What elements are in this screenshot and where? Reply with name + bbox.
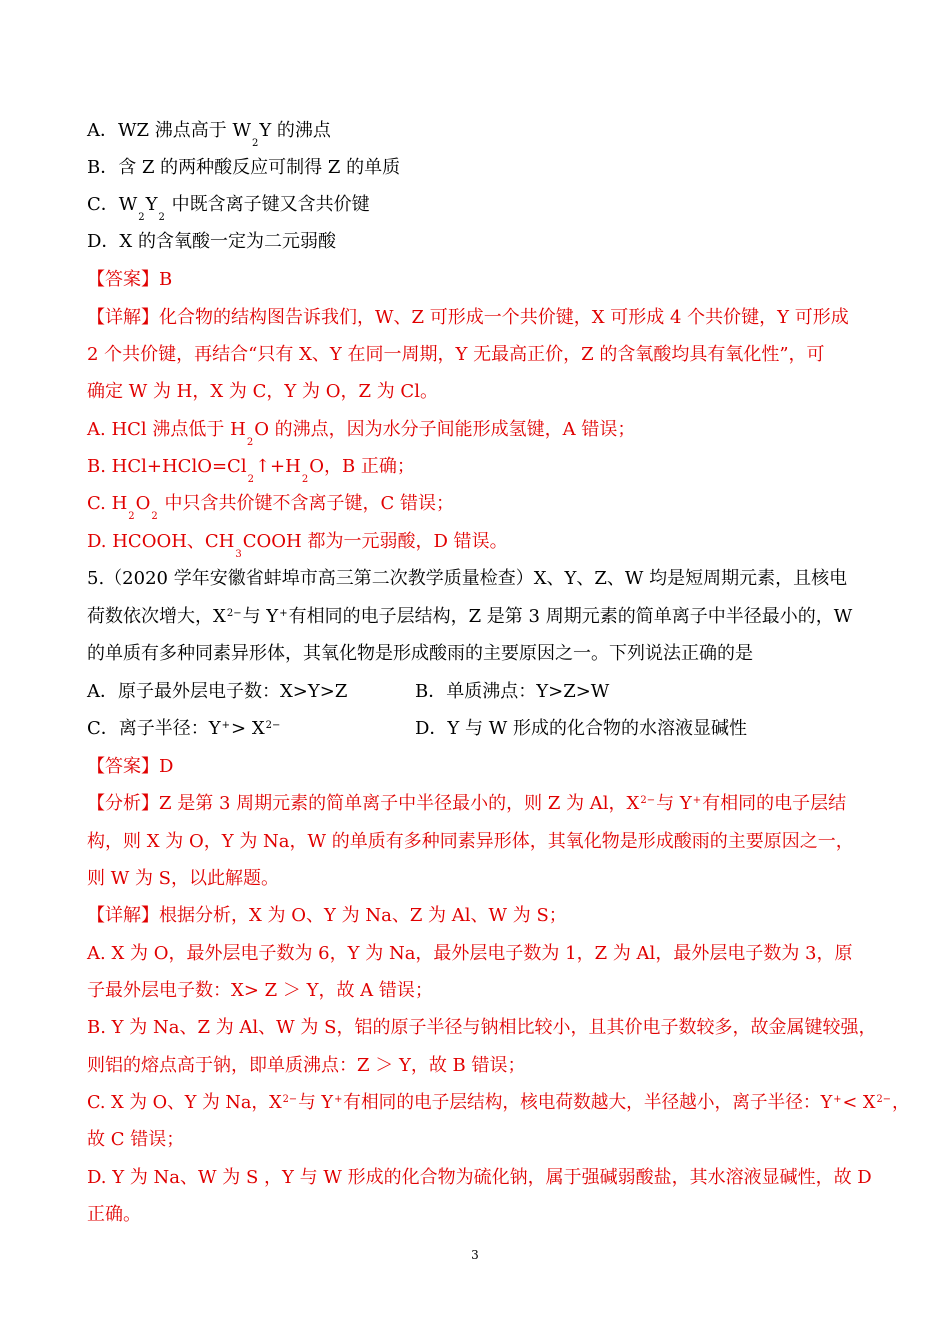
q4-option-b: B．含 Z 的两种酸反应可制得 Z 的单质 <box>87 157 401 178</box>
q5-detail: 【详解】根据分析，X 为 O、Y 为 Na、Z 为 Al、W 为 S； <box>87 905 567 926</box>
q4-option-a: A．WZ 沸点高于 W2Y 的沸点 <box>87 120 331 149</box>
q4-option-c: C．W2Y2 中既含离子键又含共价键 <box>87 194 370 223</box>
q5-explain-c-line: C. X 为 O、Y 为 Na，X2−与 Y+有相同的电子层结构，核电荷数越大，半径越小，离子半径：Y+< X2−， <box>87 1092 910 1113</box>
q4-explain-d: D. HCOOH、CH3COOH 都为一元弱酸，D 错误。 <box>87 531 508 560</box>
q5-option-d: D．Y 与 W 形成的化合物的水溶液显碱性 <box>415 718 747 739</box>
q5-option-a: A．原子最外层电子数：X>Y>Z <box>87 681 348 702</box>
q4-explain-b: B. HCl+HClO=Cl2↑+H2O，B 正确； <box>87 456 415 485</box>
q5-analysis-line: 【分析】Z 是第 3 周期元素的简单离子中半径最小的，则 Z 为 Al，X2−与 Y+有相同的电子层结 <box>87 793 847 814</box>
q5-explain-c-line: 故 C 错误； <box>87 1129 185 1150</box>
q4-detail-line: 确定 W 为 H，X 为 C，Y 为 O，Z 为 Cl。 <box>87 381 438 402</box>
q5-option-b: B．单质沸点：Y>Z>W <box>415 681 610 702</box>
q5-stem-line: 荷数依次增大，X2−与 Y+有相同的电子层结构，Z 是第 3 周期元素的简单离子中半径最小的，W <box>87 606 853 627</box>
q5-stem-line: 的单质有多种同素异形体，其氧化物是形成酸雨的主要原因之一。下列说法正确的是 <box>87 643 753 664</box>
q5-analysis-line: 构，则 X 为 O，Y 为 Na，W 的单质有多种同素异形体，其氧化物是形成酸雨的主要原因之一， <box>87 831 854 852</box>
q4-explain-c: C. H2O2 中只含共价键不含离子键，C 错误； <box>87 493 455 522</box>
q5-answer: 【答案】D <box>87 756 174 777</box>
q5-analysis-line: 则 W 为 S，以此解题。 <box>87 868 279 889</box>
q4-detail-line: 【详解】化合物的结构图告诉我们，W、Z 可形成一个共价键，X 可形成 4 个共价键，Y 可形成 <box>87 307 849 328</box>
q5-explain-d-line: 正确。 <box>87 1204 141 1225</box>
page-number: 3 <box>471 1248 479 1262</box>
q5-explain-d-line: D. Y 为 Na、W 为 S ，Y 与 W 形成的化合物为硫化钠，属于强碱弱酸盐，其水溶液显碱性，故 D <box>87 1167 872 1188</box>
q4-option-d: D．X 的含氧酸一定为二元弱酸 <box>87 231 336 252</box>
q5-explain-b-line: B. Y 为 Na、Z 为 Al、W 为 S，铝的原子半径与钠相比较小，且其价电子数较多，故金属键较强， <box>87 1017 877 1038</box>
q5-option-c: C．离子半径：Y+> X2− <box>87 718 281 739</box>
q5-stem-line: 5.（2020 学年安徽省蚌埠市高三第二次教学质量检查）X、Y、Z、W 均是短周期元素，且核电 <box>87 568 848 589</box>
q5-explain-b-line: 则铝的熔点高于钠，即单质沸点：Z ＞ Y，故 B 错误； <box>87 1055 526 1076</box>
q5-explain-a-line: 子最外层电子数：X> Z ＞ Y，故 A 错误； <box>87 980 433 1001</box>
q4-explain-a: A. HCl 沸点低于 H2O 的沸点，因为水分子间能形成氢键，A 错误； <box>87 419 636 448</box>
q4-detail-line: 2 个共价键，再结合“只有 X、Y 在同一周期，Y 无最高正价，Z 的含氧酸均具有氧化性”，可 <box>87 344 825 365</box>
q4-answer: 【答案】B <box>87 269 173 290</box>
q5-explain-a-line: A. X 为 O，最外层电子数为 6，Y 为 Na，最外层电子数为 1，Z 为 Al，最外层电子数为 3，原 <box>87 943 853 964</box>
